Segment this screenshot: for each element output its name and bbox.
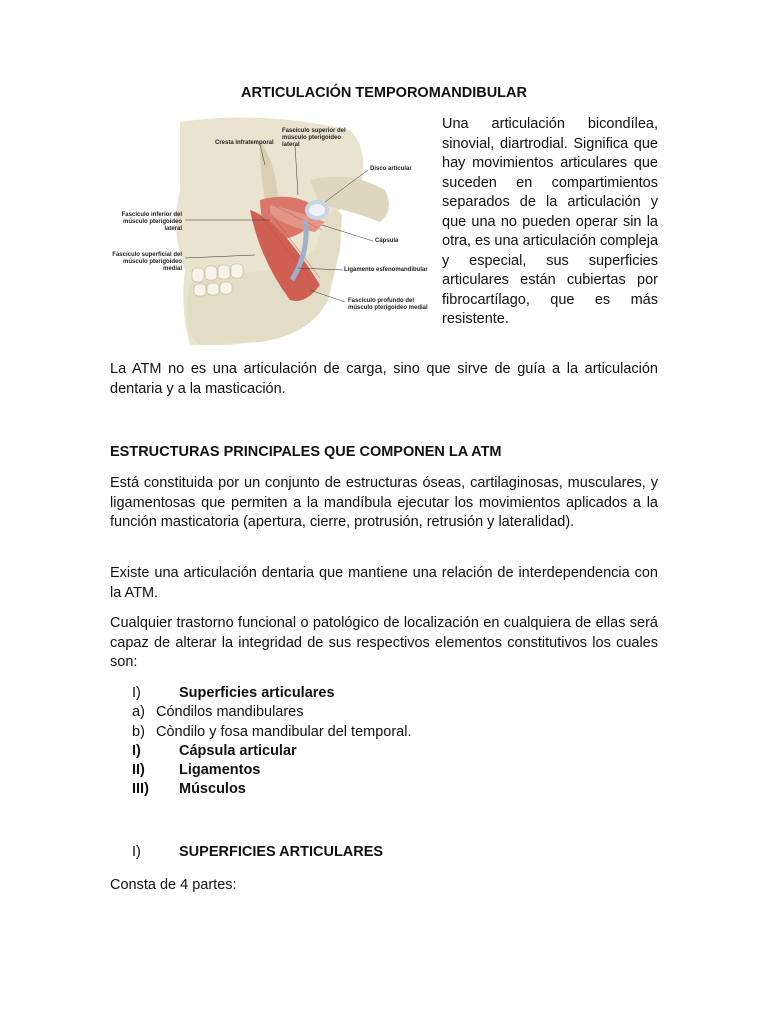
list-item-number: b): [132, 723, 145, 740]
paragraph-consta: Consta de 4 partes:: [110, 877, 237, 893]
list-item-text: Ligamentos: [179, 762, 261, 779]
list-item-number: II): [132, 762, 145, 779]
list-item: [110, 780, 658, 799]
list-item-number: I): [132, 685, 141, 701]
section-heading-estructuras: ESTRUCTURAS PRINCIPALES QUE COMPONEN LA ATM: [110, 444, 502, 460]
paragraph-atm-carga: La ATM no es una articulación de carga, sino que sirve de guía a la articulación dentaria y a la masticación.: [110, 361, 658, 397]
paragraph-constituida: Está constituida por un conjunto de estructuras óseas, cartilaginosas, musculares, y ligamentosas que permiten a la mandíbula ejecutar los movimientos aplicados a la función masticatoria (apertura, cierre, protrusión, retrusión y lateralidad).: [110, 475, 658, 530]
page-title: ARTICULACIÓN TEMPOROMANDIBULAR: [241, 85, 527, 101]
paragraph-trastorno: Cualquier trastorno funcional o patológico de localización en cualquiera de ellas será capaz de alterar la integridad de sus respectivos elementos constitutivos los cuales son:: [110, 615, 658, 670]
paragraph-articulacion-dentaria: Existe una articulación dentaria que mantiene una relación de interdependencia con la ATM.: [110, 565, 658, 601]
label-fasciculo-superior: Fascículo superior del músculo pterigoideo lateral: [282, 128, 346, 148]
list-item: [110, 723, 658, 742]
list-item: [110, 684, 658, 703]
list-item-text: Cápsula articular: [179, 742, 297, 759]
label-ligamento-esfenomandibular: Ligamento esfenomandibular: [344, 267, 428, 273]
label-fasciculo-profundo: Fascículo profundo del músculo pterigoideo medial: [348, 298, 428, 311]
label-cresta-infratemporal: Cresta infratemporal: [215, 140, 274, 146]
section-heading-superficies: [110, 843, 658, 862]
list-item-text: Músculos: [179, 781, 246, 798]
list-item-number: a): [132, 704, 145, 721]
list-item: [110, 761, 658, 780]
list-item-number: I): [132, 742, 141, 759]
label-disco-articular: Disco articular: [370, 166, 412, 172]
list-item-text: Còndilo y fosa mandibular del temporal.: [156, 723, 412, 740]
label-fasciculo-superficial: Fascículo superficial del músculo pterigoideo medial: [112, 252, 182, 272]
section-number: I): [132, 844, 141, 860]
intro-side-text: Una articulación bicondílea, sinovial, diartrodial. Significa que hay movimientos articulares que suceden en compartimientos separados de la articulación y que una no pueden operar sin la otra, es una articulación compleja y especial, sus superficies articulares están cubiertas por fibrocartílago, que es más resistente.: [442, 116, 659, 327]
section-title: SUPERFICIES ARTICULARES: [179, 844, 384, 860]
label-capsula: Cápsula: [375, 238, 399, 244]
list-item-text: Superficies articulares: [179, 685, 335, 701]
label-fasciculo-inferior: Fascículo inferior del músculo pterigoideo lateral: [121, 212, 182, 232]
list-item: [110, 742, 658, 761]
anatomy-figure: [110, 110, 435, 348]
list-item-text: Cóndilos mandibulares: [156, 704, 304, 721]
list-item: [110, 703, 658, 722]
list-item-number: III): [132, 781, 149, 798]
elements-list: [110, 684, 658, 800]
